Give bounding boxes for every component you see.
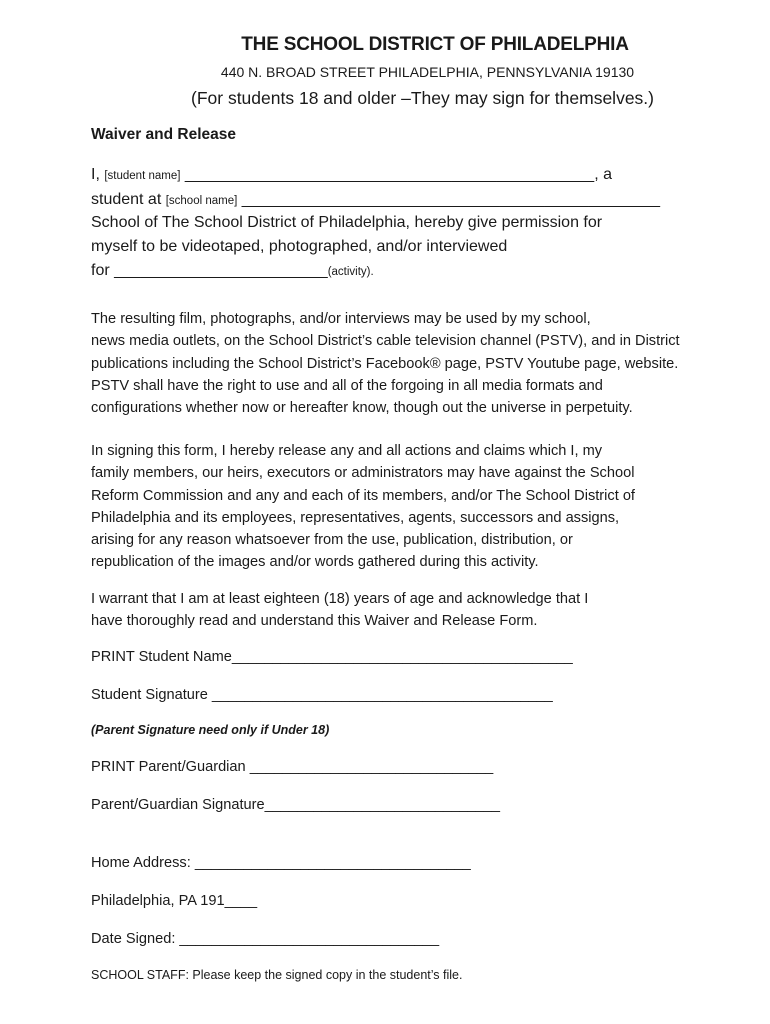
- permission-line-4: myself to be videotaped, photographed, and/or interviewed: [91, 238, 508, 255]
- print-student-name-field[interactable]: PRINT Student Name__________________________________________: [91, 649, 573, 665]
- print-parent-guardian-field[interactable]: PRINT Parent/Guardian ______________________________: [91, 759, 494, 775]
- activity-blank[interactable]: for ________________________: [91, 262, 328, 279]
- home-address-field[interactable]: Home Address: __________________________________: [91, 855, 471, 871]
- paragraph-line: republication of the images and/or words gathered during this activity.: [91, 554, 539, 571]
- media-use-paragraph: [91, 308, 751, 419]
- school-name-placeholder: [school name]: [165, 195, 238, 207]
- student-at-label: student at: [91, 191, 166, 208]
- paragraph-line: family members, our heirs, executors or administrators may have against the School: [91, 465, 635, 482]
- district-address: 440 N. BROAD STREET PHILADELPHIA, PENNSYLVANIA 19130: [220, 64, 635, 80]
- paragraph-line: arising for any reason whatsoever from the use, publication, distribution, or: [91, 532, 573, 549]
- activity-placeholder: (activity).: [327, 266, 374, 278]
- paragraph-line: Reform Commission and any and each of its members, and/or The School District of: [91, 487, 635, 504]
- permission-line-2: [91, 191, 660, 209]
- age-note: (For students 18 and older –They may sign for themselves.): [191, 88, 654, 108]
- permission-line-3: School of The School District of Philadelphia, hereby give permission for: [91, 214, 603, 231]
- paragraph-line: In signing this form, I hereby release any and all actions and claims which I, my: [91, 443, 603, 459]
- paragraph-line: I warrant that I am at least eighteen (18) years of age and acknowledge that I: [91, 591, 589, 607]
- permission-suffix: , a: [594, 166, 612, 183]
- permission-line-1: [91, 166, 612, 184]
- staff-footer-note: SCHOOL STAFF: Please keep the signed copy in the student’s file.: [91, 968, 463, 982]
- paragraph-line: The resulting film, photographs, and/or interviews may be used by my school,: [91, 311, 591, 327]
- parent-signature-note: (Parent Signature need only if Under 18): [91, 723, 330, 737]
- warranty-paragraph: [91, 588, 751, 633]
- student-signature-field[interactable]: Student Signature __________________________________________: [91, 687, 553, 703]
- student-name-blank[interactable]: ______________________________________________: [180, 166, 595, 183]
- student-name-placeholder: [student name]: [104, 170, 181, 182]
- paragraph-line: PSTV shall have the right to use and all of the forgoing in all media formats and: [91, 377, 603, 394]
- paragraph-line: Philadelphia and its employees, representatives, agents, successors and assigns,: [91, 509, 620, 526]
- paragraph-line: configurations whether now or hereafter know, though out the universe in perpetuity.: [91, 400, 633, 417]
- parent-guardian-signature-field[interactable]: Parent/Guardian Signature_____________________________: [91, 797, 500, 813]
- date-signed-field[interactable]: Date Signed: ________________________________: [91, 931, 440, 947]
- paragraph-line: publications including the School District’s Facebook® page, PSTV Youtube page, website.: [91, 355, 679, 372]
- paragraph-line: have thoroughly read and understand this Waiver and Release Form.: [91, 613, 538, 630]
- permission-line-5: [91, 262, 374, 280]
- paragraph-line: news media outlets, on the School District’s cable television channel (PSTV), and in District: [91, 333, 680, 350]
- city-zip-field[interactable]: Philadelphia, PA 191____: [91, 893, 258, 909]
- release-paragraph: [91, 440, 751, 574]
- school-name-blank[interactable]: _______________________________________________: [237, 191, 660, 208]
- district-title: THE SCHOOL DISTRICT OF PHILADELPHIA: [241, 34, 629, 55]
- permission-prefix: I,: [91, 166, 105, 183]
- section-heading: Waiver and Release: [91, 126, 237, 143]
